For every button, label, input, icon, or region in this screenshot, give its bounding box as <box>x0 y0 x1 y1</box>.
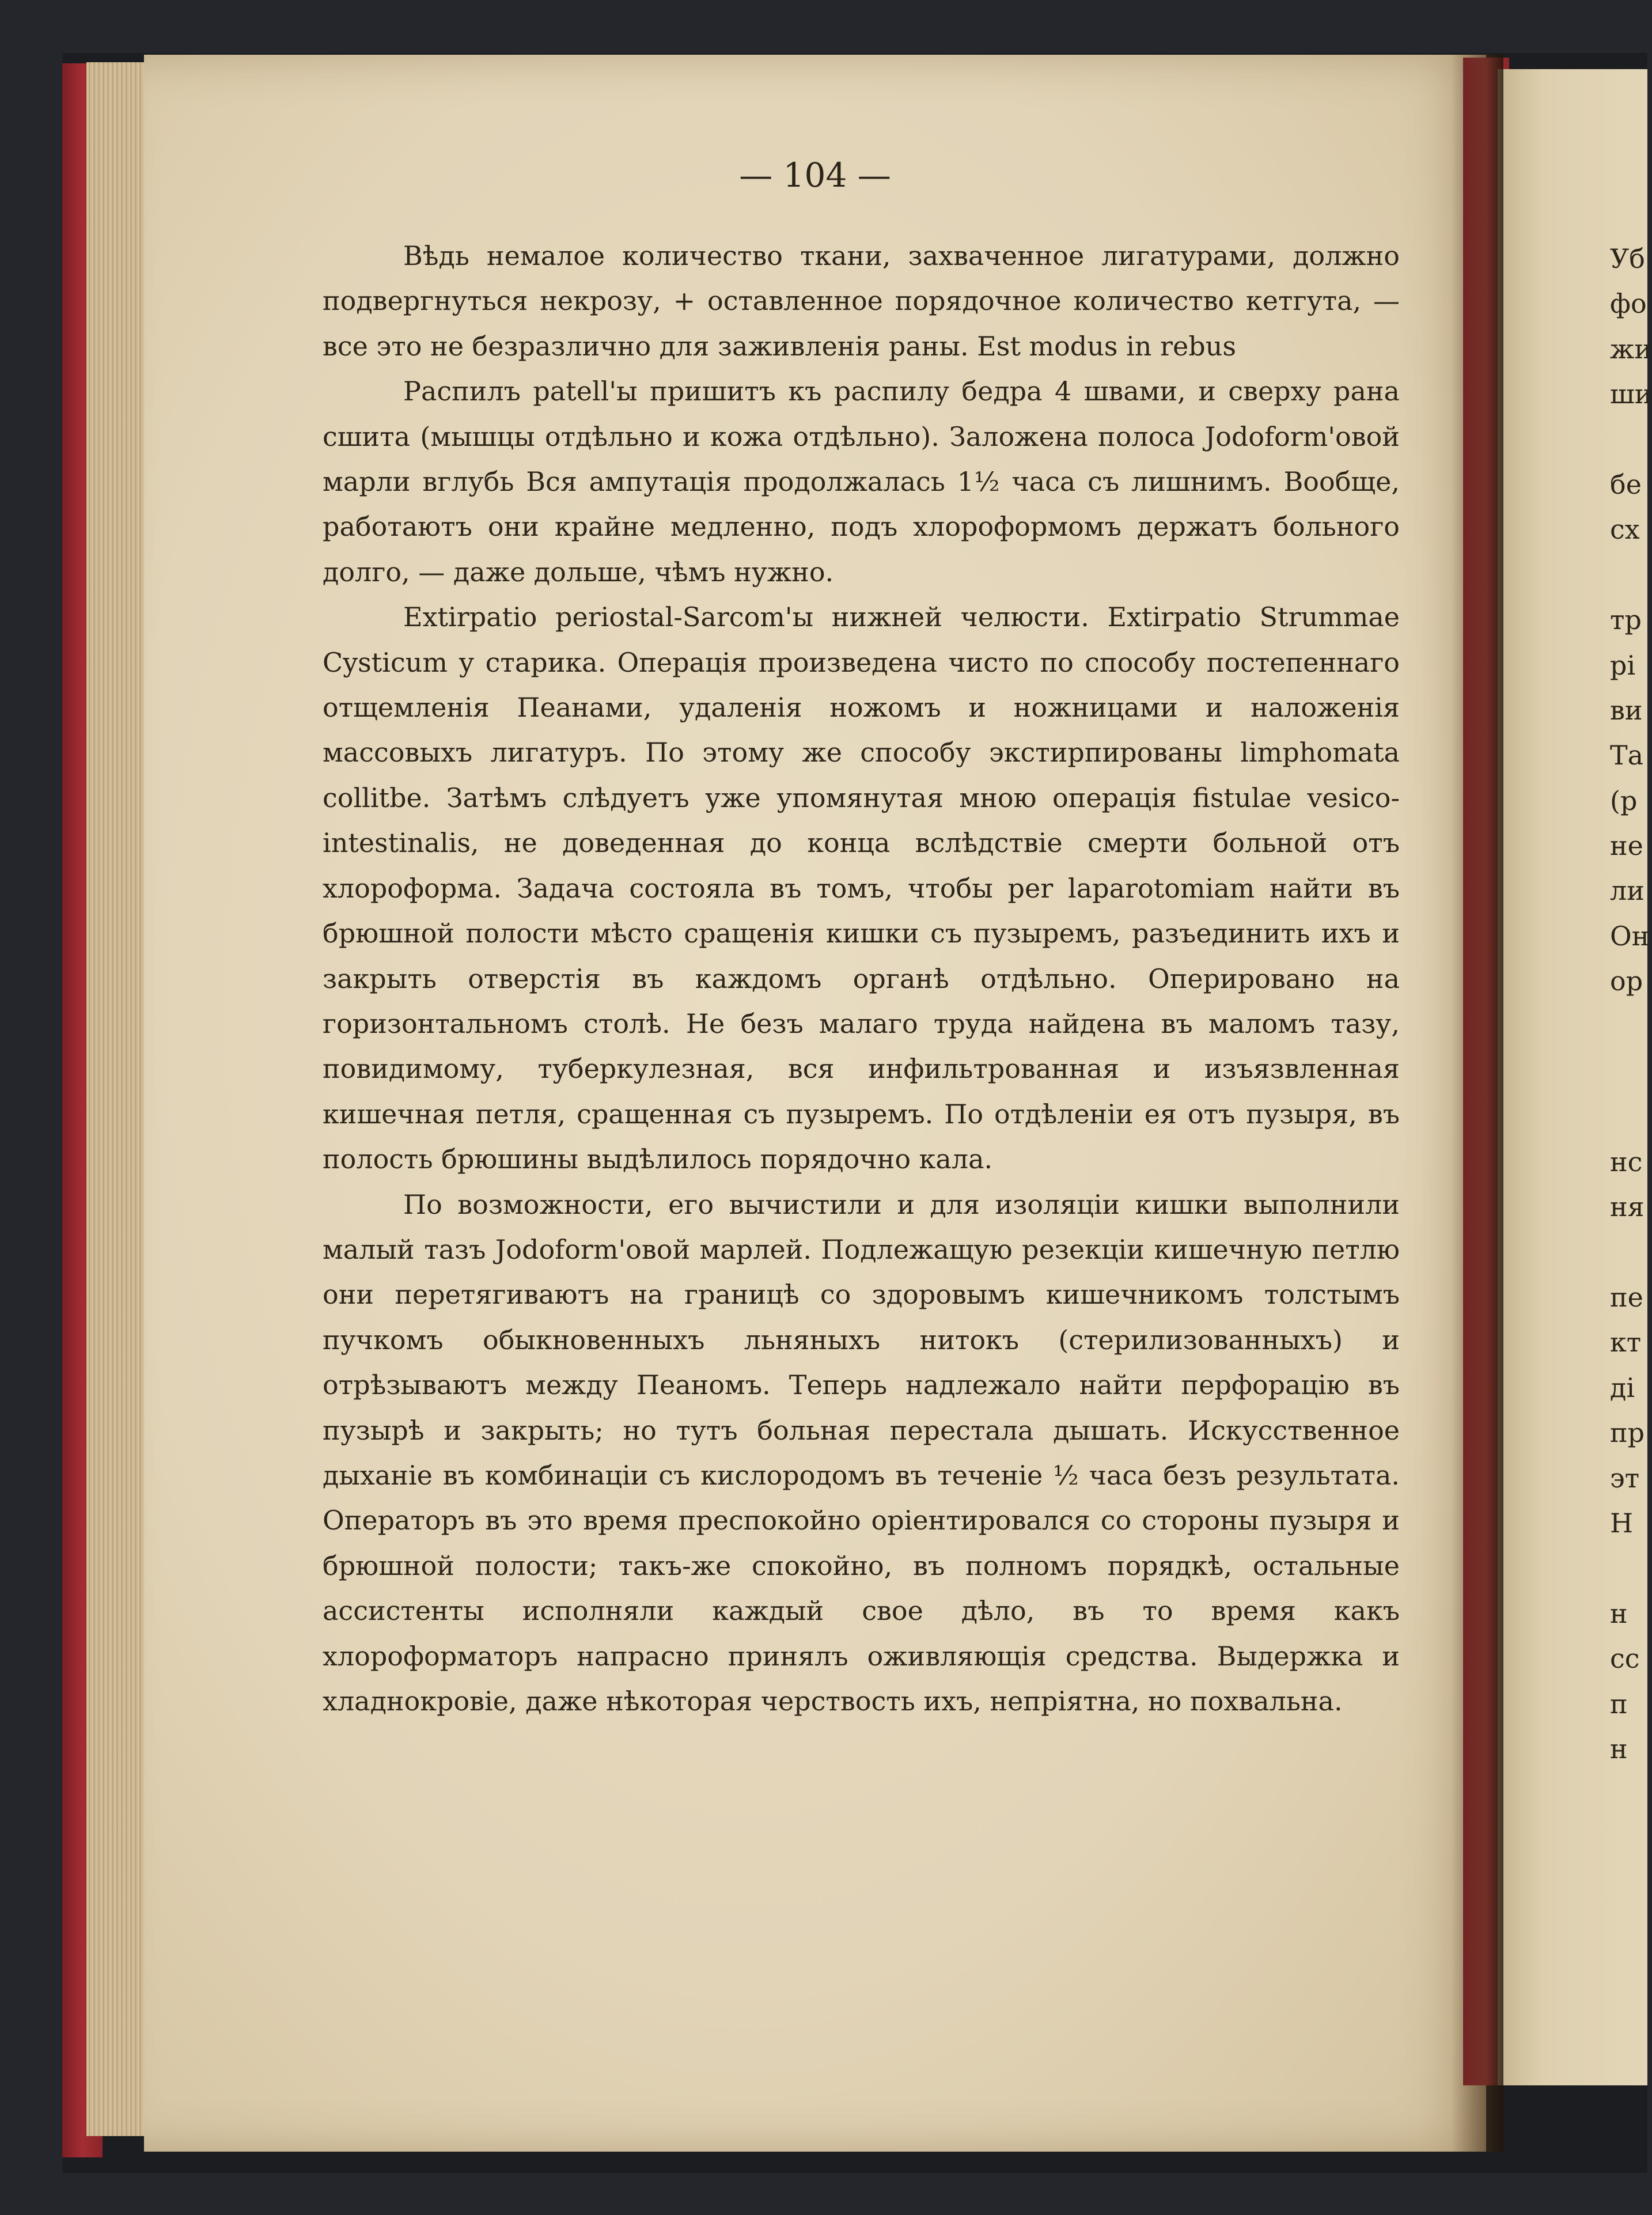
facing-line: не <box>1610 830 1643 862</box>
facing-line: ши <box>1610 378 1652 410</box>
facing-line <box>1610 1049 1647 1094</box>
page-number: — 104 — <box>739 156 891 195</box>
facing-line: н <box>1610 1733 1628 1765</box>
facing-line: рі <box>1610 649 1636 681</box>
facing-line: п <box>1610 1688 1628 1720</box>
paragraph-4: По возможности, его вычистили и для изоляціи кишки выполнили малый тазъ Jodoform'овой марлей. Подлежащую резекціи кишечную петлю они перетягиваютъ на границѣ со здоровымъ кишечникомъ толстымъ пучкомъ обыкновенныхъ льняныхъ нитокъ (стерилизованныхъ) и отрѣзываютъ между Пеаномъ. Теперь надлежало найти перфорацію въ пузырѣ и закрыть; но тутъ больная перестала дышать. Искусственное дыханіе въ комбинаціи съ кислородомъ въ теченіе ½ часа безъ результата. Операторъ въ это время преспокойно оріентировался со стороны пузыря и брюшной полости; такъ-же спокойно, въ полномъ порядкѣ, остальные ассистенты исполняли каждый свое дѣло, въ то время какъ хлороформаторъ напрасно принялъ оживляющія средства. Выдержка и хладнокровіе, даже нѣкоторая черствость ихъ, непріятна, но похвальна. <box>323 1188 1400 1717</box>
facing-line: пе <box>1610 1281 1643 1313</box>
facing-line: бе <box>1610 468 1642 500</box>
facing-line: н <box>1610 1597 1628 1629</box>
facing-line: жи <box>1610 333 1652 365</box>
facing-line: ви <box>1610 694 1643 726</box>
paragraph-3: Extirpatio periostal-Sarcom'ы нижней челюсти. Extirpatio Strummae Cysticum у старика. Операція произведена чисто по способу постепеннаго отщемленія Пеанами, удаленія ножомъ и ножницами и наложенія массовыхъ лигатуръ. По этому же способу экстирпированы limphomata collitbe. Затѣмъ слѣдуетъ уже упомянутая мною операція fistulae vesico-intestinalis, не доведенная до конца вслѣдствіе смерти больной отъ хлороформа. Задача состояла въ томъ, чтобы per laparotomiam найти въ брюшной полости мѣсто сращенія кишки съ пузыремъ, разъединить ихъ и закрыть отверстія въ каждомъ органѣ отдѣльно. Оперировано на горизонтальномъ столѣ. Не безъ малаго труда найдена въ маломъ тазу, повидимому, туберкулезная, вся инфильтрованная и изъязвленная кишечная петля, сращенная съ пузыремъ. По отдѣленіи ея отъ пузыря, въ полость брюшины выдѣлилось порядочно кала. <box>323 601 1400 1175</box>
facing-line: сс <box>1610 1643 1640 1675</box>
facing-line: фо <box>1610 288 1647 320</box>
facing-line: Уб <box>1610 243 1645 274</box>
page-gutter-shadow <box>1452 55 1503 2152</box>
facing-line: сх <box>1610 514 1640 546</box>
facing-page-text <box>1610 236 1652 1771</box>
facing-line: эт <box>1610 1462 1640 1494</box>
facing-line: (р <box>1610 785 1638 816</box>
facing-line: нс <box>1610 1146 1643 1177</box>
facing-line: кт <box>1610 1327 1642 1358</box>
page-body-text <box>323 233 1400 1724</box>
facing-line: Та <box>1610 740 1644 771</box>
facing-line <box>1610 552 1647 597</box>
facing-line: ді <box>1610 1372 1635 1403</box>
facing-line: Он <box>1610 920 1650 952</box>
paragraph-1: Вѣдь немалое количество ткани, захваченное лигатурами, должно подвергнуться некрозу, + оставленное порядочное количество кетгута, — все это не безразлично для заживленія раны. Est modus in rebus <box>323 240 1400 362</box>
facing-line: ор <box>1610 965 1643 997</box>
facing-line: ли <box>1610 875 1645 907</box>
facing-line: ня <box>1610 1191 1645 1223</box>
facing-line <box>1610 1546 1647 1591</box>
facing-line <box>1610 417 1647 462</box>
paragraph-2: Распилъ patell'ы пришитъ къ распилу бедра 4 швами, и сверху рана сшита (мышцы отдѣльно и кожа отдѣльно). Заложена полоса Jodoform'овой марли вглубь Вся ампутація продолжалась 1½ часа съ лишнимъ. Вообще, работаютъ они крайне медленно, подъ хлороформомъ держатъ больного долго, — даже дольше, чѣмъ нужно. <box>323 376 1400 588</box>
facing-line: Н <box>1610 1507 1634 1539</box>
facing-line: тр <box>1610 604 1642 636</box>
facing-line <box>1610 1094 1647 1139</box>
facing-line <box>1610 1004 1647 1049</box>
facing-line: пр <box>1610 1417 1645 1449</box>
facing-line <box>1610 1230 1647 1275</box>
